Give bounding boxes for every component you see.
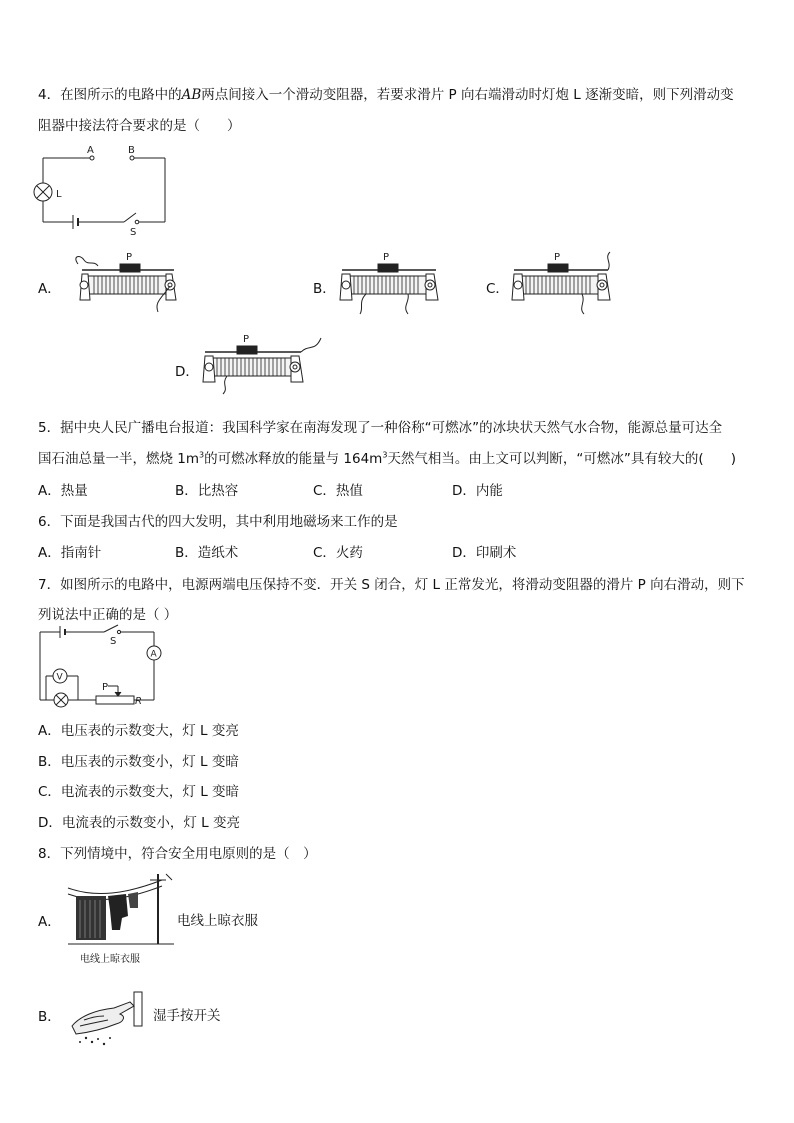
q4-ab: AB (181, 87, 202, 103)
rheostat-b-image (336, 250, 442, 316)
q7-label-r: R (135, 696, 142, 707)
q6-option-a[interactable]: A．指南针 (38, 545, 102, 561)
circuit-label-a: A (87, 145, 94, 156)
rheostat-d-p-label: P (243, 334, 250, 345)
rheostat-c-image (508, 250, 618, 316)
q4-option-d-letter[interactable]: D． (175, 364, 199, 380)
rheostat-c-p-label: P (554, 252, 561, 263)
q8-option-a-caption: 电线上晾衣服 (80, 954, 140, 965)
q8-option-a-letter[interactable]: A． (38, 914, 61, 930)
q6-option-d[interactable]: D．印刷术 (452, 545, 517, 561)
rheostat-a-p-label: P (126, 252, 133, 263)
q8-option-b-letter[interactable]: B． (38, 1009, 61, 1025)
q4-line2: 阻器中接法符合要求的是（ ） (38, 118, 241, 134)
q8-option-b-text: 湿手按开关 (153, 1008, 221, 1024)
q6-option-c[interactable]: C．火药 (313, 545, 363, 561)
q5-option-a[interactable]: A．热量 (38, 483, 88, 499)
q6-option-b[interactable]: B．造纸术 (175, 545, 239, 561)
wet-hand-switch-image (66, 990, 146, 1046)
q4-option-c-letter[interactable]: C． (486, 281, 509, 297)
q7-option-d[interactable]: D．电流表的示数变小，灯 L 变亮 (38, 815, 240, 831)
rheostat-d-image (197, 334, 327, 396)
q7-label-v: V (56, 672, 63, 683)
q7-label-s: S (110, 636, 117, 647)
q7-option-b[interactable]: B．电压表的示数变小，灯 L 变暗 (38, 754, 239, 770)
q7-circuit-diagram (36, 624, 166, 708)
q6-line1: 6．下面是我国古代的四大发明，其中利用地磁场来工作的是 (38, 514, 398, 530)
q7-label-p: P (102, 682, 109, 693)
q7-option-a[interactable]: A．电压表的示数变大，灯 L 变亮 (38, 723, 239, 739)
q7-label-a: A (150, 649, 157, 660)
q5-option-d[interactable]: D．内能 (452, 483, 503, 499)
q7-line1: 7．如图所示的电路中，电源两端电压保持不变．开关 S 闭合，灯 L 正常发光，将滑动变阻器的滑片 P 向右滑动，则下 (38, 577, 745, 593)
q5-option-c[interactable]: C．热值 (313, 483, 363, 499)
circuit-label-s: S (130, 227, 137, 238)
q4-line1: 4．在图所示的电路中的AB两点间接入一个滑动变阻器，若要求滑片 P 向右端滑动时灯炮 L 逐渐变暗，则下列滑动变 (38, 87, 734, 103)
q4-option-b-letter[interactable]: B． (313, 281, 336, 297)
q4-option-a-letter[interactable]: A． (38, 281, 61, 297)
circuit-label-b: B (128, 145, 135, 156)
q7-option-c[interactable]: C．电流表的示数变大，灯 L 变暗 (38, 784, 240, 800)
q5-line2: 国石油总量一半，燃烧 $1m^3$的可燃冰释放的能量与 $164m^3$天然气相当。由上文可以判断，“可燃冰”具有较大的( ) (38, 450, 736, 467)
q8-option-a-text: 电线上晾衣服 (177, 913, 258, 929)
rheostat-b-p-label: P (383, 252, 390, 263)
q7-line2: 列说法中正确的是（ ） (38, 607, 178, 623)
q8-line1: 8．下列情境中，符合安全用电原则的是（ ） (38, 846, 317, 862)
circuit-label-l: L (56, 189, 62, 200)
clothes-on-wire-image (66, 870, 178, 948)
q5-line1: 5．据中央人民广播电台报道：我国科学家在南海发现了一种俗称“可燃冰”的冰块状天然气水合物，能源总量可达全 (38, 420, 723, 436)
q4-circuit-diagram (36, 145, 171, 238)
q5-option-b[interactable]: B．比热容 (175, 483, 239, 499)
rheostat-a-image (74, 250, 184, 316)
